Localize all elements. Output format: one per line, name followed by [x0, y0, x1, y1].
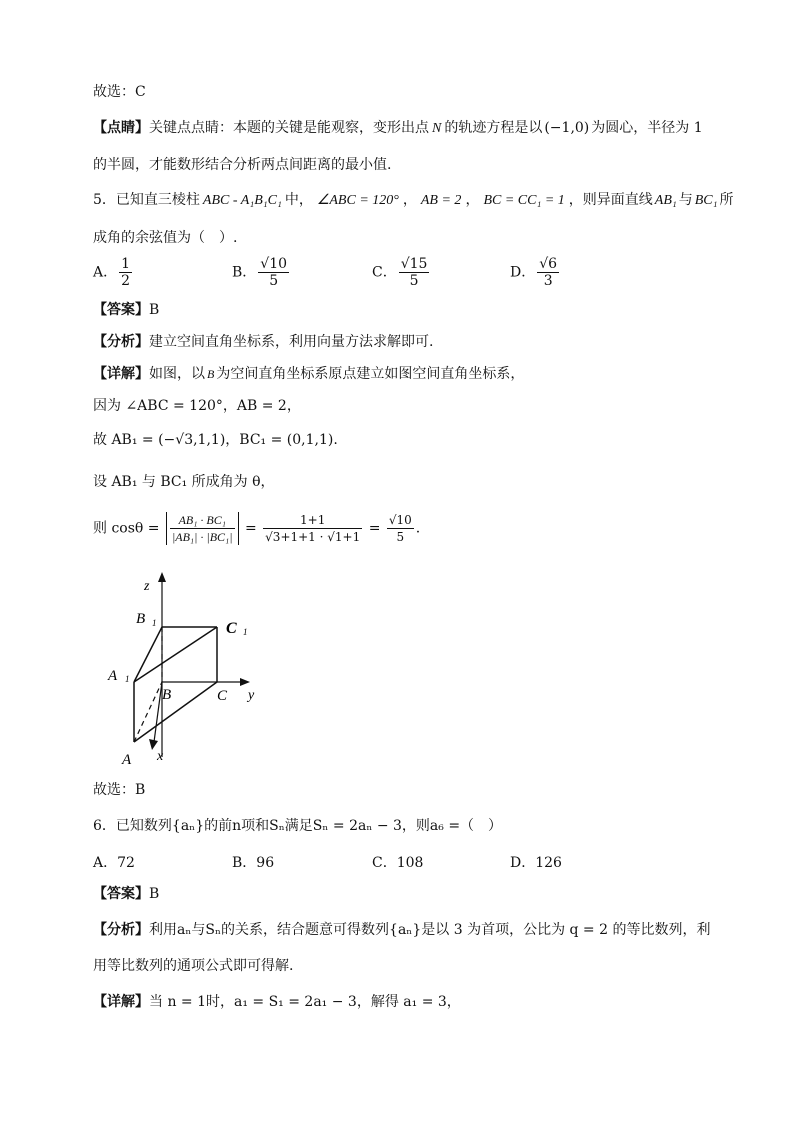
- label-c1: C: [226, 620, 237, 637]
- edge-a1-b1: [134, 627, 162, 682]
- q5-answer: [93, 300, 159, 320]
- q5-cos-result-frac: [387, 512, 414, 545]
- q5-stem-line-1: 5．已知直三棱柱 ABC - A₁B₁C₁ 中， ∠ABC = 120° ， AB = 2 ， BC = CC₁ = 1 ，则异面直线 AB₁ 与 BC₁ 所: [93, 192, 734, 208]
- q5-detail-1a: 如图，以: [149, 366, 205, 382]
- q5-analysis-tag: 【分析】: [93, 334, 149, 350]
- q5-option-d-label: D．: [510, 264, 536, 281]
- q5-answer-tag: 【答案】: [93, 302, 149, 318]
- q6-option-d-value: 126: [535, 855, 562, 871]
- label-y: y: [248, 688, 255, 703]
- q6-option-b-value: 96: [256, 855, 275, 871]
- q5-stem-1: 5．已知直三棱柱: [93, 192, 200, 208]
- q6-option-b-label: B．: [232, 855, 257, 871]
- q6-option-a-label: A．: [93, 855, 118, 871]
- tip-text-2: 的轨迹方程是以: [444, 120, 543, 136]
- label-b1-sub: 1: [152, 618, 157, 628]
- q6-option-a-value: 72: [117, 855, 135, 871]
- q5-cos-result-den: 5: [396, 530, 405, 544]
- z-axis-arrow: [158, 572, 166, 582]
- label-z: z: [144, 579, 150, 594]
- q5-cos-result-num: √10: [388, 513, 412, 527]
- q5-angle: ∠ABC = 120°: [316, 193, 399, 208]
- q6-answer: [93, 884, 159, 904]
- q5-option-c-den: 5: [409, 273, 419, 289]
- q6-detail: [93, 992, 461, 1012]
- conclusion-prev: 故选：C: [93, 84, 146, 100]
- q5-ab: AB = 2: [420, 193, 462, 208]
- q5-option-c-num: √15: [400, 256, 428, 272]
- q5-option-b-label: B．: [232, 264, 257, 281]
- q6-option-c-value: 108: [396, 855, 424, 871]
- q6-answer-value: B: [149, 886, 160, 902]
- q5-detail-1b: B: [207, 367, 215, 381]
- q6-option-d: [510, 852, 562, 872]
- q5-detail-tag: 【详解】: [93, 366, 149, 382]
- q5-option-b-den: 5: [269, 273, 279, 289]
- label-a1-sub: 1: [125, 674, 130, 684]
- q5-analysis-text: 建立空间直角坐标系，利用向量方法求解即可.: [149, 334, 434, 350]
- q5-analysis: [93, 332, 433, 352]
- tip-line-1: [93, 118, 703, 139]
- label-a: A: [122, 752, 132, 768]
- q5-bc: BC = CC₁ = 1: [483, 193, 565, 208]
- q5-and: 与: [678, 192, 693, 208]
- q5-prism: ABC - A₁B₁C₁: [202, 193, 282, 208]
- q5-line-2: BC₁: [694, 193, 718, 208]
- q5-cos-mid-frac: [263, 512, 362, 545]
- q6-analysis-1: [93, 920, 710, 940]
- label-x: x: [157, 749, 164, 764]
- q5-detail-1: [93, 364, 524, 384]
- q5-cos-prefix: 则 cosθ =: [93, 520, 160, 537]
- label-c1-sub: 1: [243, 627, 248, 637]
- q5-stem-3: ，则异面直线: [568, 192, 653, 208]
- tip-point: N: [432, 121, 442, 136]
- q5-let: 设 AB₁ 与 BC₁ 所成角为 θ，: [93, 474, 275, 490]
- q5-stem-4: 所: [719, 192, 734, 208]
- prism-figure: [100, 572, 280, 772]
- q5-cos-formula: 则 cosθ = $\frac{\text{AB₁ · BC₁}}{\text{|AB₁| · |BC₁|}}$ = $\frac{1+1}{√3+1+1 \cdot √1+1}$ = $\frac{√10}{5}$ .: [93, 513, 421, 544]
- q6-option-c: [372, 852, 423, 872]
- q6-analysis-text-1: 利用aₙ与Sₙ的关系，结合题意可得数列{aₙ}是以 3 为首项，公比为 q = 2 的等比数列，利: [149, 922, 711, 938]
- label-b1: B: [136, 611, 146, 627]
- label-a1: A: [108, 668, 118, 684]
- q6-option-b: [232, 852, 274, 872]
- q6-option-a: [93, 852, 135, 872]
- q6-analysis-tag: 【分析】: [93, 922, 149, 938]
- q6-option-d-label: D．: [510, 855, 536, 871]
- q5-option-a-den: 2: [121, 273, 131, 289]
- q5-cos-abs-frac: $\frac{\text{AB₁ · BC₁}}{\text{|AB₁| · |BC₁|}}$: [166, 512, 239, 545]
- q6-answer-tag: 【答案】: [93, 886, 149, 902]
- q6-stem: 6．已知数列{aₙ}的前n项和Sₙ满足Sₙ = 2aₙ − 3，则a₆ =（ ）: [93, 818, 503, 834]
- label-c: C: [217, 688, 228, 704]
- q5-vectors: 故 AB₁ = (−√3,1,1)，BC₁ = (0,1,1).: [93, 432, 338, 448]
- q5-conclusion: 故选：B: [93, 782, 146, 798]
- tip-text-1: 关键点点睛：本题的关键是能观察，变形出点: [149, 120, 429, 136]
- y-axis-arrow: [240, 678, 250, 686]
- q5-option-d-num: √6: [539, 256, 558, 272]
- q5-option-c: [372, 256, 431, 289]
- q5-option-a-label: A．: [93, 264, 118, 281]
- q5-stem-2: 中，: [284, 192, 313, 208]
- edge-a-c: [134, 682, 217, 742]
- q5-detail-1c: 为空间直角坐标系原点建立如图空间直角坐标系，: [216, 366, 525, 382]
- q6-detail-tag: 【详解】: [93, 994, 149, 1010]
- q5-cos-mid-den: √3+1+1 · √1+1: [265, 530, 361, 544]
- q5-option-c-label: C．: [372, 264, 397, 281]
- tip-center: (−1,0): [544, 120, 590, 136]
- q5-option-a: [93, 256, 134, 289]
- q6-option-c-label: C．: [372, 855, 397, 871]
- q5-answer-value: B: [149, 302, 160, 318]
- q5-line-1: AB₁: [654, 193, 677, 208]
- q6-detail-text: 当 n = 1时，a₁ = S₁ = 2a₁ − 3，解得 a₁ = 3，: [149, 994, 461, 1010]
- q5-option-b: [232, 256, 291, 289]
- q5-stem-line-2: 成角的余弦值为（ ）.: [93, 230, 238, 246]
- q5-option-d: [510, 256, 561, 289]
- q6-analysis-2: 用等比数列的通项公式即可得解.: [93, 958, 294, 974]
- label-b: B: [162, 687, 172, 703]
- q5-because: 因为 ∠ABC = 120°，AB = 2，: [93, 398, 301, 414]
- tip-tag: 【点睛】: [93, 120, 149, 136]
- tip-line-2: 的半圆，才能数形结合分析两点间距离的最小值.: [93, 157, 392, 173]
- tip-text-3: 为圆心，半径为 1: [591, 120, 703, 136]
- q5-option-a-num: 1: [121, 256, 131, 272]
- q5-cos-mid-num: 1+1: [263, 512, 362, 529]
- edge-a1-c1: [134, 627, 217, 682]
- q5-option-b-num: √10: [260, 256, 288, 272]
- q5-option-d-den: 3: [543, 273, 553, 289]
